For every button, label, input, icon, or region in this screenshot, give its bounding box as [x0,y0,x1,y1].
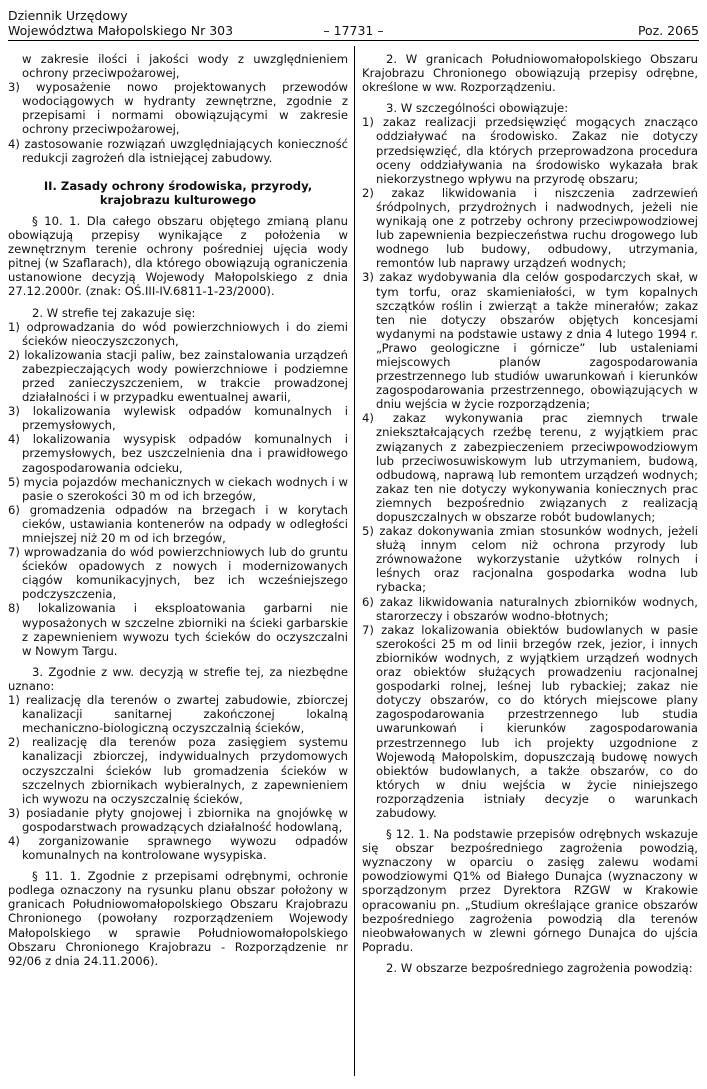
list-item: 8) lokalizowania i eksploatowania garbarni nie wyposażonych w szczelne zbiorniki na ścieki garbarskie z zapewnieniem wywozu tych ścieków do oczyszczalni w Nowym Targu. [8,601,348,658]
paragraph-11-1: § 11. 1. Zgodnie z przepisami odrębnymi, ochronie podlega oznaczony na rysunku planu obszar położony w granicach Południowomałopolskiego Obszaru Krajobrazu Chronionego (powołany rozporządzeniem Wojewody Małopolskiego w sprawie Południowomałopolskiego Obszaru Chronionego Krajobrazu - Rozporządzenie nr 92/06 z dnia 24.11.2006). [8,869,348,968]
prohibitions-list [8,320,348,658]
list-item: 1) zakaz realizacji przedsięwzięć mogących znacząco oddziaływać na środowisko. Zakaz nie dotyczy przedsięwzięć, dla których przeprowadzona procedura oceny oddziaływania na środowisko wykazała brak niekorzystnego wpływu na przyrodę obszaru; [362,115,698,186]
list-item: 5) zakaz dokonywania zmian stosunków wodnych, jeżeli służą innym celom niż ochrona przyrody lub zrównoważone wykorzystanie użytków rolnych i leśnych oraz racjonalna gospodarka wodna lub rybacka; [362,524,698,595]
paragraph-12-1: § 12. 1. Na podstawie przepisów odrębnych wskazuje się obszar bezpośredniego zagrożenia powodzią, wyznaczony w oparciu o zasięg zalewu wodami powodziowymi Q1% od Białego Dunajca (wyznaczony w sporządzonym przez Dyrektora RZGW w Krakowie opracowaniu pn. „Studium określające granice obszarów bezpośredniego zagrożenia powodzią dla terenów nieobwałowanych w zlewni górnego Dunajca do ujścia Popradu. [362,827,698,954]
header-rule [8,40,699,41]
page-header [8,8,699,44]
list-item: 2) realizację dla terenów poza zasięgiem systemu kanalizacji zbiorczej, indywidualnych przydomowych oczyszczalni ścieków lub gromadzenia ścieków w szczelnych zbiornikach wybieralnych, z zapewnieniem ich wywozu na oczyszczalnię ścieków, [8,735,348,806]
paragraph-10-3: 3. Zgodnie z ww. decyzją w strefie tej, za niezbędne uznano: [8,664,348,693]
paragraph-11-3: 3. W szczególności obowiązuje: [386,101,569,116]
list-item: 4) zorganizowanie sprawnego wywozu odpadów komunalnych na kontrolowane wysypiska. [8,833,348,863]
list-item: 4) lokalizowania wysypisk odpadów komunalnych i przemysłowych, bez uszczelnienia dna i prawidłowego zagospodarowania odcieku, [8,432,348,475]
list-item: 4) zastosowanie rozwiązań uwzględniających konieczność redukcji zagrożeń dla istniejącej zabudowy. [8,136,348,165]
list-item: w zakresie ilości i jakości wody z uwzględnieniem ochrony przeciwpożarowej, [22,52,348,81]
page-number: – 17731 – [323,23,384,38]
list-item: 3) lokalizowania wylewisk odpadów komunalnych i przemysłowych, [8,404,348,433]
list-item: 1) realizację dla terenów o zwartej zabudowie, zbiorczej kanalizacji sanitarnej zakończonej lokalną mechaniczno-biologiczną oczyszczalnią ścieków, [8,693,348,736]
paragraph-11-2: 2. W granicach Południowomałopolskiego Obszaru Krajobrazu Chronionego obowiązują przepisy odrębne, określone w ww. Rozporządzeniu. [362,52,698,95]
list-item: 7) wprowadzania do wód powierzchniowych lub do gruntu ścieków opadowych z nowych i modernizowanych ciągów komunikacyjnych, bez ich wcześniejszego podczyszczenia, [8,545,348,602]
required-list [8,693,348,862]
list-item: 6) gromadzenia odpadów na brzegach i w korytach cieków, ustawiania kontenerów na odpady w odległości mniejszej niż 20 m od ich brzegów, [8,502,348,545]
column-divider [354,46,355,1076]
list-item: 6) zakaz likwidowania naturalnych zbiorników wodnych, starorzeczy i obszarów wodno-błotnych; [362,594,698,623]
list-item: 5) mycia pojazdów mechanicznych w ciekach wodnych i w pasie o szerokości 30 m od ich brzegów, [8,474,348,503]
section-heading: II. Zasady ochrony środowiska, przyrody, krajobrazu kulturowego [43,178,313,207]
list-item: 1) odprowadzania do wód powierzchniowych i do ziemi ścieków nieoczyszczonych, [8,319,348,348]
right-column [362,52,698,975]
publication-title-line2: Województwa Małopolskiego Nr 303 [8,23,234,38]
paragraph-12-2: 2. W obszarze bezpośredniego zagrożenia powodzią: [386,960,693,975]
continued-list [8,52,348,165]
obligations-list [362,115,698,820]
paragraph-10-2: 2. W strefie tej zakazuje się: [32,305,196,320]
publication-title-line1: Dziennik Urzędowy [8,8,128,23]
position-number: Poz. 2065 [637,23,699,38]
paragraph-10-1: § 10. 1. Dla całego obszaru objętego zmianą planu obowiązują przepisy wynikające z położenia w zewnętrznym terenie ochrony pośredniej ujęcia wody pitnej (w Szaflarach), dla którego obowiązują ograniczenia ustanowione decyzją Wojewody Małopolskiego z dnia 27.12.2000r. (znak: OŚ.III-IV.6811-1-23/2000). [8,213,348,299]
list-item: 3) wyposażenie nowo projektowanych przewodów wodociągowych w hydranty zewnętrzne, zgodnie z przepisami i normami obowiązującymi w zakresie ochrony przeciwpożarowej, [8,80,348,137]
list-item: 2) zakaz likwidowania i niszczenia zadrzewień śródpolnych, przydrożnych i nadwodnych, jeżeli nie wynikają one z potrzeby ochrony przeciwpowodziowej lub zapewnienia bezpieczeństwa ruchu drogowego lub wodnego lub budowy, odbudowy, utrzymania, remontów lub naprawy urządzeń wodnych; [362,185,698,271]
list-item: 3) posiadanie płyty gnojowej i zbiornika na gnojówkę w gospodarstwach prowadzących działalność hodowlaną, [8,805,348,834]
left-column [8,52,348,968]
list-item: 3) zakaz wydobywania dla celów gospodarczych skał, w tym torfu, oraz skamieniałości, w tym kopalnych szczątków roślin i zwierząt a także minerałów; zakaz ten nie dotyczy obszarów objętych koncesjami wydanymi na podstawie ustawy z dnia 4 lutego 1994 r. „Prawo geologiczne i górnicze” lub ustaleniami miejscowych planów zagospodarowania przestrzennego lub studiów uwarunkowań i kierunków zagospodarowania przestrzennego, obowiązujących w dniu wejścia w życie rozporządzenia; [362,270,698,412]
list-item: 2) lokalizowania stacji paliw, bez zainstalowania urządzeń zabezpieczających wody powierzchniowe i podziemne przed zanieczyszczeniem, w trakcie prowadzonej działalności i w przypadku ewentualnej awarii, [8,347,348,405]
list-item: 4) zakaz wykonywania prac ziemnych trwale zniekształcających rzeźbę terenu, z wyjątkiem prac związanych z zabezpieczeniem przeciwpowodziowym lub przeciwosuwiskowym lub utrzymaniem, budową, odbudową, naprawą lub remontem urządzeń wodnych; zakaz ten nie dotyczy wykonywania koniecznych prac ziemnych bezpośrednio związanych z realizacją dopuszczalnych w obszarze robót budowlanych; [362,411,698,524]
list-item: 7) zakaz lokalizowania obiektów budowlanych w pasie szerokości 25 m od linii brzegów rzek, jezior, i innych zbiorników wodnych, z wyjątkiem urządzeń wodnych oraz obiektów służących prowadzeniu racjonalnej gospodarki rolnej, leśnej lub rybackiej; zakaz nie dotyczy obszarów, co do których miejscowe plany zagospodarowania przestrzennego lub studia uwarunkowań i kierunków zagospodarowania przestrzennego lub ich projekty uzgodnione z Wojewodą Małopolskim, dopuszczają budowę nowych obiektów budowlanych, a także obszarów, co do których w dniu wejścia w życie niniejszego rozporządzenia istniały decyzje o warunkach zabudowy. [362,622,698,820]
